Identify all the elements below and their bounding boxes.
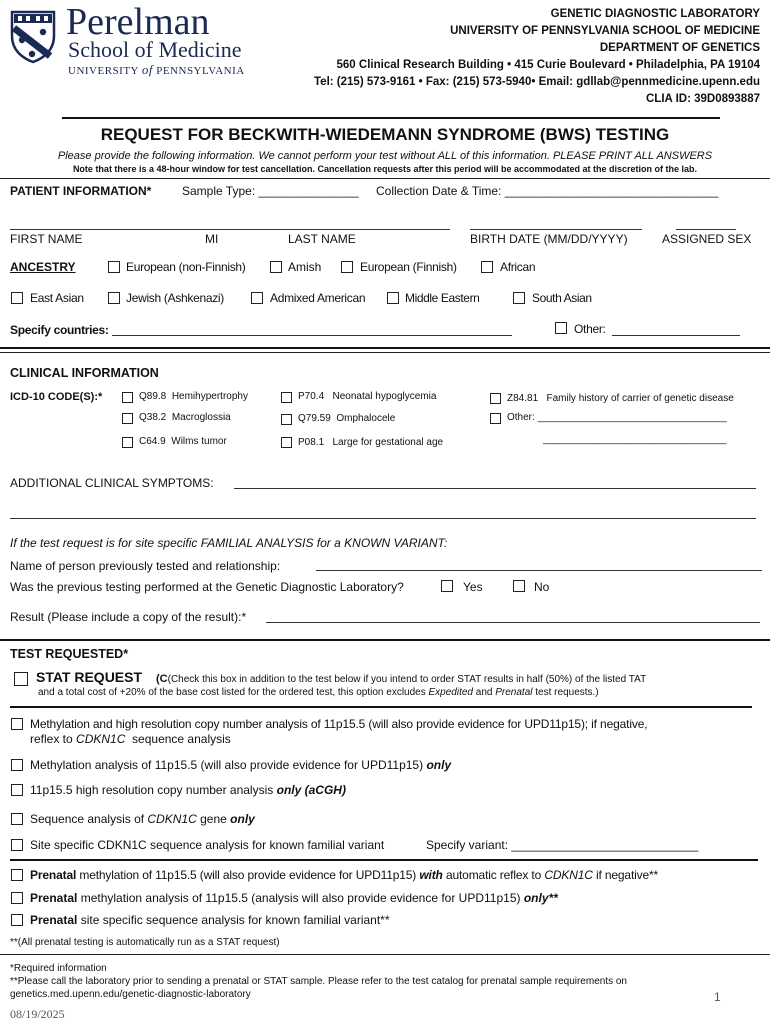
first-name-label: FIRST NAME [10, 232, 83, 246]
header-address: 560 Clinical Research Building • 415 Curie Boulevard • Philadelphia, PA 19104 [336, 59, 760, 71]
additional-symptoms-field-2[interactable] [10, 518, 756, 519]
icd-code-option: P70.4 Neonatal hypoglycemia [298, 391, 437, 402]
icd-code-checkbox[interactable] [281, 437, 292, 448]
ancestry-heading: ANCESTRY [10, 260, 76, 274]
test-checkbox[interactable] [11, 718, 23, 730]
stat-request-text-2: and a total cost of +20% of the base cost listed for the ordered test, this option excludes Expedited and Prenatal test requests.) [38, 687, 599, 698]
ancestry-option-label: Admixed American [270, 291, 366, 305]
prenatal-stat-note: **(All prenatal testing is automatically run as a STAT request) [10, 937, 280, 948]
header-lab: GENETIC DIAGNOSTIC LABORATORY [550, 8, 760, 20]
section-divider [0, 347, 770, 349]
name-field[interactable] [10, 229, 450, 230]
ancestry-checkbox[interactable] [108, 292, 120, 304]
icd-codes-label: ICD-10 CODE(S):* [10, 391, 103, 403]
logo-subtitle: School of Medicine [68, 37, 242, 62]
ancestry-other-label: Other: [574, 322, 606, 336]
section-divider [0, 954, 770, 955]
test-checkbox[interactable] [11, 784, 23, 796]
page-title: REQUEST FOR BECKWITH-WIEDEMANN SYNDROME (BWS) TESTING [100, 125, 670, 144]
test-option-label: Methylation and high resolution copy number analysis of 11p15.5 (will also provide evidence for UPD11p15); if negative, [30, 717, 648, 731]
ancestry-checkbox[interactable] [251, 292, 263, 304]
icd-code-checkbox[interactable] [281, 414, 292, 425]
test-option-label: Site specific CDKN1C sequence analysis for known familial variant [30, 838, 385, 852]
collection-date-field[interactable]: Collection Date & Time: ________________________________ [376, 184, 719, 198]
prenatal-test-label: Prenatal site specific sequence analysis for known familial variant** [30, 913, 390, 927]
icd-code-option: Q79.59 Omphalocele [298, 413, 396, 424]
patient-info-heading: PATIENT INFORMATION* [10, 184, 152, 198]
stat-request-checkbox[interactable] [14, 672, 28, 686]
familial-analysis-note: If the test request is for site specific FAMILIAL ANALYSIS for a KNOWN VARIANT: [10, 536, 448, 550]
call-lab-note: **Please call the laboratory prior to sending a prenatal or STAT sample. Please refer to the test catalog for prenatal sample requirements on [10, 976, 627, 987]
stat-request-title: STAT REQUEST [36, 669, 143, 685]
icd-code-option: P08.1 Large for gestational age [298, 437, 444, 448]
ancestry-checkbox[interactable] [108, 261, 120, 273]
birth-date-field[interactable] [470, 229, 642, 230]
stat-divider [10, 706, 752, 708]
no-label: No [534, 580, 550, 594]
ancestry-option-label: Jewish (Ashkenazi) [126, 291, 224, 305]
prenatal-test-checkbox[interactable] [11, 892, 23, 904]
assigned-sex-label: ASSIGNED SEX [662, 232, 752, 246]
test-checkbox[interactable] [11, 839, 23, 851]
prenatal-test-label: Prenatal methylation analysis of 11p15.5 (analysis will also provide evidence for UPD11p15) only** [30, 891, 558, 905]
specify-countries-label: Specify countries: [10, 323, 109, 337]
header-info [314, 6, 760, 108]
ancestry-checkbox[interactable] [387, 292, 399, 304]
icd-code-option: Z84.81 Family history of carrier of genetic disease [507, 393, 734, 404]
yes-label: Yes [463, 580, 483, 594]
result-label: Result (Please include a copy of the result):* [10, 610, 247, 624]
test-checkbox[interactable] [11, 759, 23, 771]
birth-date-label: BIRTH DATE (MM/DD/YYYY) [470, 232, 628, 246]
ancestry-option-label: South Asian [532, 291, 592, 305]
logo-university: UNIVERSITY of PENNSYLVANIA [68, 62, 245, 77]
stat-request-text: (C(Check this box in addition to the test below if you intend to order STAT results in half (50%) of the listed TAT [156, 673, 647, 685]
header-clia: CLIA ID: 39D0893887 [646, 93, 760, 105]
lab-website[interactable]: genetics.med.upenn.edu/genetic-diagnostic-laboratory [10, 989, 251, 1000]
title-divider [62, 117, 720, 119]
icd-other-option[interactable]: Other: __________________________________ [507, 412, 727, 423]
ancestry-option-label: African [500, 260, 536, 274]
icd-code-checkbox[interactable] [490, 393, 501, 404]
header-dept: DEPARTMENT OF GENETICS [599, 42, 760, 54]
ancestry-option-label: European (Finnish) [360, 260, 457, 274]
assigned-sex-field[interactable] [676, 229, 736, 230]
required-info-note: *Required information [10, 963, 107, 974]
section-divider [0, 178, 770, 179]
ancestry-option-label: European (non-Finnish) [126, 260, 246, 274]
header-school: UNIVERSITY OF PENNSYLVANIA SCHOOL OF MEDICINE [450, 25, 760, 37]
icd-code-checkbox[interactable] [122, 392, 133, 403]
icd-code-option: C64.9 Wilms tumor [139, 436, 227, 447]
ancestry-option-label: Middle Eastern [405, 291, 480, 305]
previous-testing-yes-checkbox[interactable] [441, 580, 453, 592]
form-date: 08/19/2025 [10, 1007, 65, 1021]
previous-testing-label: Was the previous testing performed at the Genetic Diagnostic Laboratory? [10, 580, 404, 594]
icd-other-blank[interactable]: _________________________________ [543, 434, 727, 445]
header-contact: Tel: (215) 573-9161 • Fax: (215) 573-5940• Email: gdllab@pennmedicine.upenn.edu [314, 76, 760, 88]
additional-symptoms-field[interactable] [234, 488, 756, 489]
last-name-label: LAST NAME [288, 232, 356, 246]
ancestry-other-field[interactable] [612, 335, 740, 336]
ancestry-option-label: East Asian [30, 291, 84, 305]
test-option-label: Methylation analysis of 11p15.5 (will also provide evidence for UPD11p15) only [30, 758, 452, 772]
icd-other-checkbox[interactable] [490, 413, 501, 424]
icd-code-checkbox[interactable] [281, 392, 292, 403]
section-divider [0, 639, 770, 641]
penn-shield-logo [10, 10, 56, 64]
page-subtitle: Please provide the following information. We cannot perform your test without ALL of this information. PLEASE PRINT ALL ANSWERS [57, 150, 713, 162]
test-requested-heading: TEST REQUESTED* [10, 647, 129, 661]
icd-code-checkbox[interactable] [122, 437, 133, 448]
ancestry-checkbox[interactable] [481, 261, 493, 273]
clinical-info-heading: CLINICAL INFORMATION [10, 366, 159, 380]
specify-variant-field[interactable]: Specify variant: ____________________________ [426, 838, 699, 852]
mi-label: MI [205, 232, 219, 246]
icd-code-option: Q89.8 Hemihypertrophy [139, 391, 248, 402]
icd-code-checkbox[interactable] [122, 413, 133, 424]
logo-title: Perelman [66, 1, 210, 43]
prenatal-test-checkbox[interactable] [11, 914, 23, 926]
ancestry-other-checkbox[interactable] [555, 322, 567, 334]
name-person-label: Name of person previously tested and relationship: [10, 559, 281, 573]
test-option-label-cont: reflex to CDKN1C sequence analysis [30, 732, 231, 746]
specify-countries-field[interactable] [112, 335, 512, 336]
prenatal-test-label: Prenatal methylation of 11p15.5 (will also provide evidence for UPD11p15) with automatic reflex to CDKN1C if negative** [30, 868, 659, 882]
name-person-field[interactable] [316, 570, 762, 571]
additional-symptoms-label: ADDITIONAL CLINICAL SYMPTOMS: [10, 476, 214, 490]
test-option-label: 11p15.5 high resolution copy number analysis only (aCGH) [30, 783, 346, 797]
ancestry-checkbox[interactable] [513, 292, 525, 304]
section-divider [0, 352, 770, 353]
prenatal-test-checkbox[interactable] [11, 869, 23, 881]
test-option-label: Sequence analysis of CDKN1C gene only [30, 812, 255, 826]
page-number: 1 [714, 990, 721, 1004]
ancestry-checkbox[interactable] [341, 261, 353, 273]
icd-code-option: Q38.2 Macroglossia [139, 412, 231, 423]
ancestry-checkbox[interactable] [11, 292, 23, 304]
ancestry-option-label: Amish [288, 260, 322, 274]
result-field[interactable] [266, 622, 760, 623]
sample-type-field[interactable]: Sample Type: _______________ [182, 184, 359, 198]
ancestry-checkbox[interactable] [270, 261, 282, 273]
prenatal-divider [10, 859, 758, 861]
cancellation-note: Note that there is a 48-hour window for test cancellation. Cancellation requests after this period will be accommodated at the discretion of the lab. [72, 164, 698, 174]
test-checkbox[interactable] [11, 813, 23, 825]
previous-testing-no-checkbox[interactable] [513, 580, 525, 592]
